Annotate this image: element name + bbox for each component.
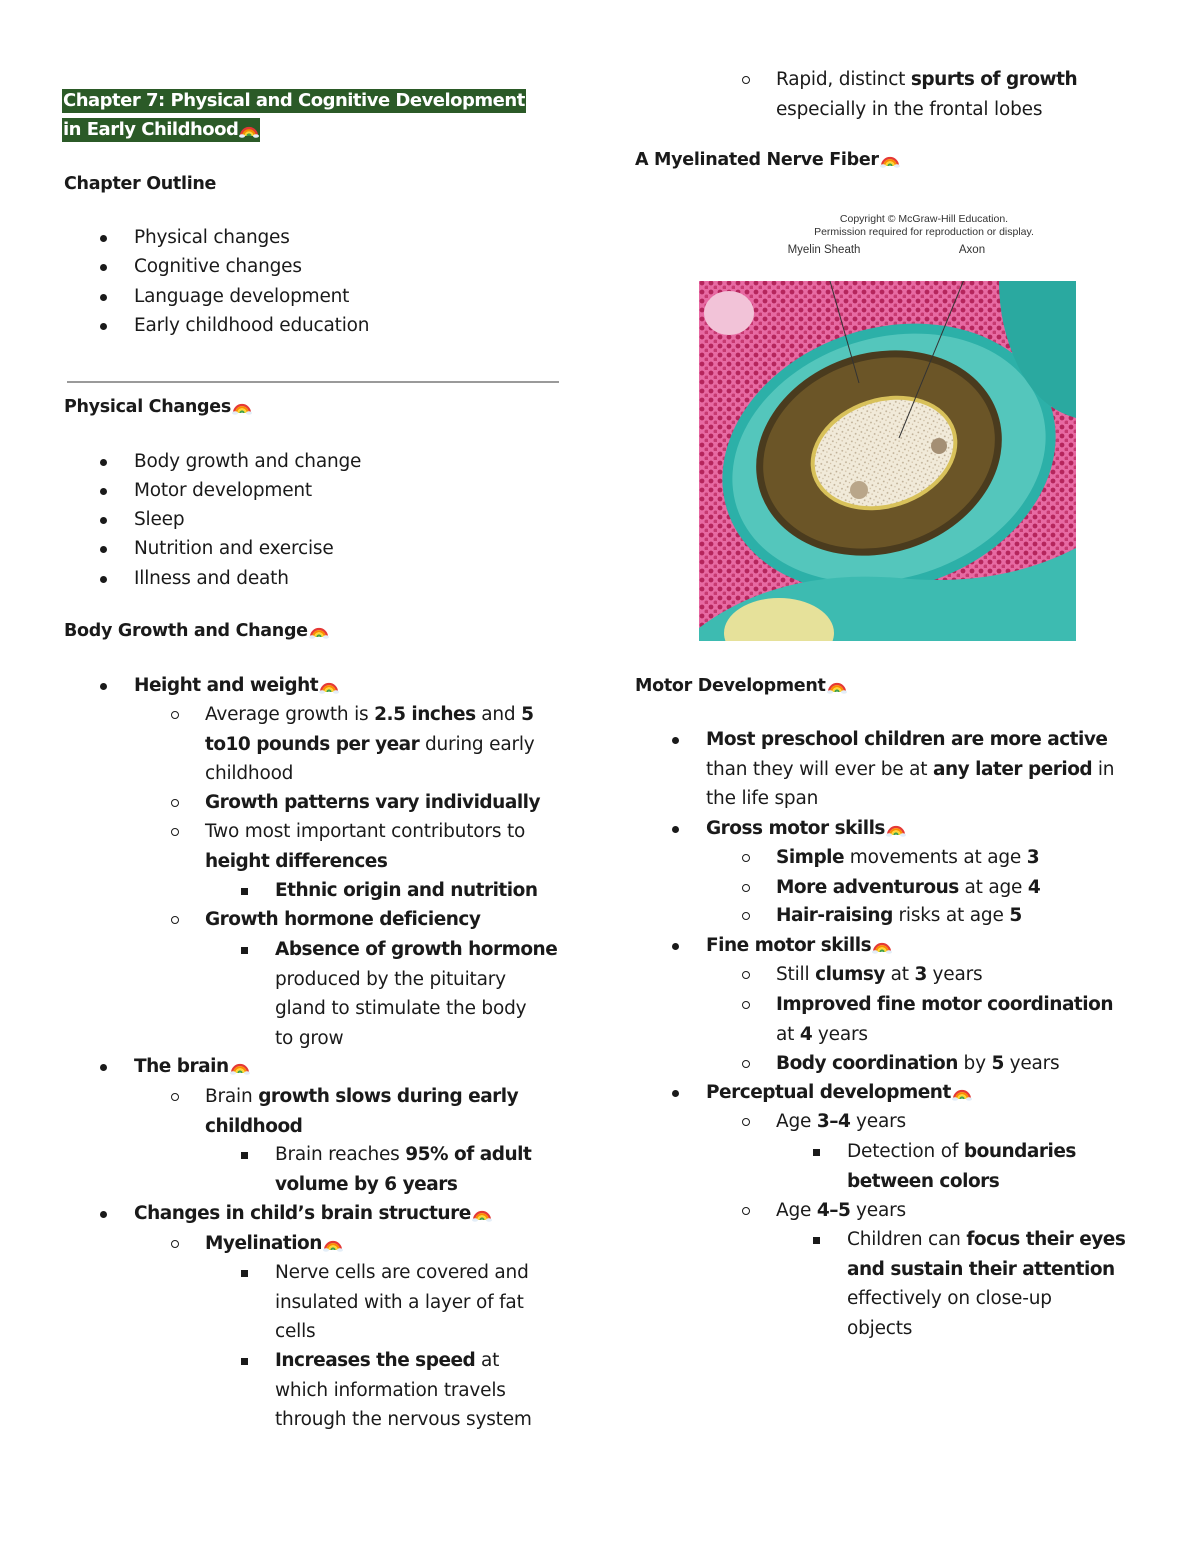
list-item: Nutrition and exercise: [134, 534, 334, 564]
list-item: Age 4–5 years: [776, 1196, 906, 1226]
list-item: Age 3–4 years: [776, 1107, 906, 1137]
rainbow-icon: [319, 676, 339, 694]
list-item: Height and weight: [134, 671, 339, 701]
rainbow-icon: [880, 150, 900, 168]
rainbow-icon: [827, 676, 847, 694]
list-item: Hair-raising risks at age 5: [776, 901, 1022, 931]
list-item: Children can focus their eyes and sustain their attention effectively on close-up objects: [847, 1225, 1167, 1343]
list-item: Cognitive changes: [134, 252, 302, 282]
list-item: Brain reaches 95% of adult volume by 6 years: [275, 1140, 575, 1199]
horizontal-divider: [67, 381, 559, 383]
list-item: Detection of boundaries between colors: [847, 1137, 1157, 1196]
list-item: More adventurous at age 4: [776, 873, 1040, 903]
figure-copyright-line-1: Copyright © McGraw-Hill Education.: [839, 213, 1009, 225]
list-item: Sleep: [134, 505, 184, 535]
rainbow-icon: [323, 1234, 343, 1252]
list-item: Rapid, distinct spurts of growth especially in the frontal lobes: [776, 65, 1136, 124]
outline-heading: Chapter Outline: [64, 174, 217, 194]
list-item: Improved fine motor coordination at 4 years: [776, 990, 1156, 1049]
micrograph: [699, 260, 1077, 642]
list-item: Changes in child’s brain structure: [134, 1199, 492, 1229]
rainbow-icon: [232, 397, 252, 415]
list-item: Language development: [134, 282, 349, 312]
list-item: Fine motor skills: [706, 931, 892, 961]
title-line-1: Chapter 7: Physical and Cognitive Development: [63, 90, 525, 111]
list-item: Growth hormone deficiency: [205, 905, 480, 935]
list-item: Still clumsy at 3 years: [776, 960, 982, 990]
list-item: Early childhood education: [134, 311, 369, 341]
list-item: Myelination: [205, 1229, 343, 1259]
list-item: Average growth is 2.5 inches and 5 to10 pounds per year during early childhood: [205, 700, 575, 789]
list-item: Motor development: [134, 476, 312, 506]
list-item: Nerve cells are covered and insulated with a layer of fat cells: [275, 1258, 575, 1347]
list-item: Absence of growth hormone produced by the pituitary gland to stimulate the body to grow: [275, 935, 575, 1053]
rainbow-icon: [309, 621, 329, 639]
rainbow-icon: [952, 1083, 972, 1101]
list-item: Ethnic origin and nutrition: [275, 876, 538, 906]
list-item: Gross motor skills: [706, 814, 906, 844]
list-item: Illness and death: [134, 564, 289, 594]
title-line-2: in Early Childhood: [63, 119, 239, 140]
body-growth-heading: Body Growth and Change: [64, 621, 329, 641]
rainbow-icon: [472, 1204, 492, 1222]
document-title: [62, 86, 526, 144]
list-item: The brain: [134, 1052, 250, 1082]
figure-label-axon: Axon: [958, 244, 986, 256]
figure-copyright-line-2: Permission required for reproduction or display.: [814, 226, 1034, 238]
list-item: Body coordination by 5 years: [776, 1049, 1060, 1079]
list-item: Perceptual development: [706, 1078, 972, 1108]
figure-heading: A Myelinated Nerve Fiber: [635, 150, 900, 170]
list-item: Simple movements at age 3: [776, 843, 1039, 873]
list-item: Brain growth slows during early childhood: [205, 1082, 575, 1141]
rainbow-icon: [886, 819, 906, 837]
rainbow-icon: [872, 936, 892, 954]
list-item: Growth patterns vary individually: [205, 788, 540, 818]
list-item: Body growth and change: [134, 447, 361, 477]
list-item: Most preschool children are more active than they will ever be at any later period in the life span: [706, 725, 1156, 814]
myelinated-nerve-fiber-figure: [699, 208, 1077, 642]
rainbow-icon: [239, 120, 259, 138]
list-item: Increases the speed at which information travels through the nervous system: [275, 1346, 575, 1435]
list-item: Two most important contributors to height differences: [205, 817, 575, 876]
figure-label-myelin: Myelin Sheath: [787, 244, 861, 256]
list-item: Physical changes: [134, 223, 290, 253]
motor-development-heading: Motor Development: [635, 676, 847, 696]
rainbow-icon: [230, 1057, 250, 1075]
physical-changes-heading: Physical Changes: [64, 397, 252, 417]
